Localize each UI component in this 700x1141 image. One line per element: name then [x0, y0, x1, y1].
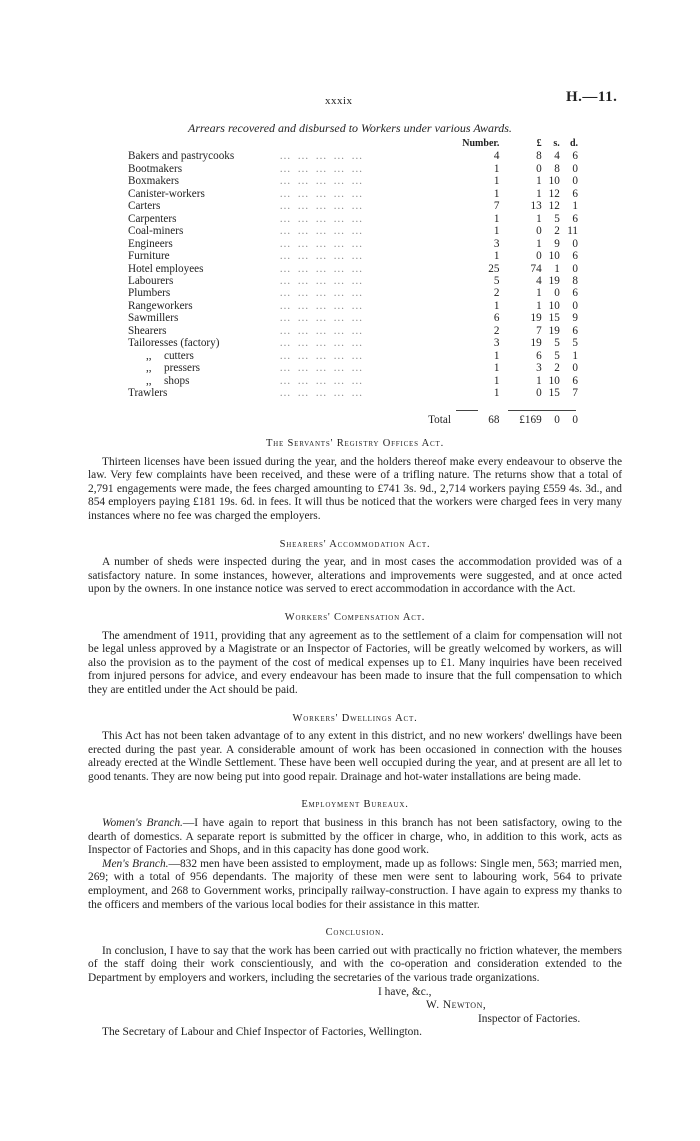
row-pounds: 7	[536, 324, 542, 337]
column-header-shillings: s.	[553, 138, 560, 149]
section-shearers-accommodation	[88, 538, 622, 597]
row-pence: 0	[572, 237, 578, 250]
report-body	[88, 437, 622, 1040]
row-label: Plumbers	[128, 287, 171, 300]
total-number: 68	[488, 414, 500, 427]
row-pounds: 8	[536, 150, 542, 163]
row-number: 1	[493, 299, 500, 312]
leader-dots: … … … … …	[279, 312, 365, 325]
row-number: 1	[493, 175, 500, 188]
row-shillings: 0	[554, 287, 560, 300]
row-number: 4	[493, 150, 500, 163]
row-shillings: 2	[554, 362, 560, 375]
row-label: Carpenters	[128, 212, 177, 225]
row-shillings: 15	[548, 387, 560, 400]
total-pounds: £169	[519, 414, 542, 427]
row-pounds: 13	[530, 200, 542, 213]
womens-branch-lead: Women's Branch.	[102, 817, 183, 830]
row-shillings: 10	[548, 250, 560, 263]
table-row	[128, 287, 578, 299]
row-label: Boxmakers	[128, 175, 179, 188]
row-pounds: 1	[536, 374, 542, 387]
leader-dots: … … … … …	[279, 299, 365, 312]
row-pounds: 1	[536, 187, 542, 200]
row-pence: 6	[572, 187, 578, 200]
column-header-number: Number.	[462, 138, 500, 149]
section-paragraph: In conclusion, I have to say that the work has been carried out with practically no friction whatever, the members of the staff doing their work conscientiously, and with the co-operation and consideration extended to the Department by employers and workers, including the secretaries of the various trade organizations.	[88, 944, 622, 984]
section-heading: Conclusion.	[325, 927, 385, 939]
table-row	[128, 213, 578, 225]
leader-dots: … … … … …	[279, 349, 365, 362]
table-row	[128, 263, 578, 275]
row-pounds: 74	[530, 262, 542, 275]
row-label: Carters	[128, 200, 161, 213]
leader-dots: … … … … …	[279, 274, 365, 287]
leader-dots: … … … … …	[279, 187, 365, 200]
addressee: The Secretary of Labour and Chief Inspector of Factories, Wellington.	[102, 1026, 422, 1039]
row-pounds: 0	[536, 225, 542, 238]
table-total-row	[128, 400, 578, 428]
row-number: 1	[493, 362, 500, 375]
row-number: 1	[493, 212, 500, 225]
signature-title: Inspector of Factories.	[478, 1012, 581, 1025]
row-shillings: 10	[548, 374, 560, 387]
row-number: 1	[493, 387, 500, 400]
arrears-table	[128, 138, 578, 428]
row-name: shops	[164, 374, 190, 387]
row-shillings: 1	[554, 262, 560, 275]
page-number: xxxix	[325, 95, 353, 107]
section-heading: Workers' Compensation Act.	[284, 611, 426, 623]
table-row	[128, 225, 578, 237]
row-label: Labourers	[128, 274, 174, 287]
row-shillings: 5	[554, 337, 560, 350]
row-name: cutters	[164, 349, 194, 362]
table-body	[128, 150, 578, 399]
row-shillings: 9	[554, 237, 560, 250]
leader-dots: … … … … …	[279, 324, 365, 337]
leader-dots: … … … … …	[279, 262, 365, 275]
leader-dots: … … … … …	[279, 287, 365, 300]
table-row	[128, 175, 578, 187]
table-row	[128, 188, 578, 200]
mens-branch-text: —832 men have been assisted to employment, made up as follows: Single men, 563; married men, 269; with a total of 956 dependants. The majority of these men were sent to labouring work, 564 to private employment, and 268 to Government works, principally railway-construction. I have again to express my thanks to the officers and members of the various local bodies for their assistance in this matter.	[88, 857, 622, 911]
section-employment-bureaux	[88, 798, 622, 912]
leader-dots: … … … … …	[279, 374, 365, 387]
row-shillings: 2	[554, 225, 560, 238]
section-paragraph: This Act has not been taken advantage of to any extent in this district, and no new workers' dwellings have been erected during the past year. A considerable amount of work has been occasioned in connection with the houses already erected at the Windle Settlement. These have been well occupied during the year, and at present are all let to good tenants. They are now being put into good repair. Drainage and hot-water installations are being made.	[88, 730, 622, 783]
row-pounds: 3	[536, 362, 542, 375]
row-pounds: 1	[536, 287, 542, 300]
row-label: Tailoresses (factory)	[128, 337, 220, 350]
section-paragraph: The amendment of 1911, providing that any agreement as to the settlement of a claim for compensation will not be legal unless approved by a Magistrate or an Inspector of Factories, will be greatly welcomed by workers, as will also the provision as to the payment of the cost of medical expenses up to £1. Many inquiries have been received from injured persons for advice, and every endeavour has been made to insure that the full compensation to which they are entitled under the Act should be paid.	[88, 629, 622, 696]
total-pence: 0	[572, 414, 578, 427]
row-number: 25	[488, 262, 500, 275]
column-header-pence: d.	[569, 138, 578, 149]
section-workers-dwellings	[88, 712, 622, 785]
leader-dots: … … … … …	[279, 175, 365, 188]
table-row	[128, 350, 578, 362]
row-pounds: 19	[530, 312, 542, 325]
row-shillings: 15	[548, 312, 560, 325]
leader-dots: … … … … …	[279, 250, 365, 263]
row-pence: 6	[572, 212, 578, 225]
section-conclusion	[88, 926, 622, 1040]
ditto-mark: ,,	[146, 349, 152, 362]
row-shillings: 12	[548, 200, 560, 213]
row-shillings: 5	[554, 349, 560, 362]
row-pence: 6	[572, 324, 578, 337]
table-row	[128, 163, 578, 175]
row-pounds: 1	[536, 212, 542, 225]
row-pounds: 1	[536, 299, 542, 312]
section-heading: Workers' Dwellings Act.	[292, 712, 418, 724]
row-pence: 0	[572, 299, 578, 312]
table-row	[128, 387, 578, 399]
row-number: 2	[493, 324, 500, 337]
row-label: Engineers	[128, 237, 173, 250]
row-shillings: 19	[548, 274, 560, 287]
section-workers-compensation	[88, 611, 622, 698]
row-pence: 1	[572, 349, 578, 362]
row-pounds: 0	[536, 250, 542, 263]
section-heading: Shearers' Accommodation Act.	[279, 538, 431, 550]
row-number: 2	[493, 287, 500, 300]
row-shillings: 10	[548, 299, 560, 312]
table-header-row	[128, 138, 578, 150]
signature-name: W. Newton,	[426, 999, 487, 1012]
row-number: 1	[493, 187, 500, 200]
table-row	[128, 325, 578, 337]
row-number: 6	[493, 312, 500, 325]
leader-dots: … … … … …	[279, 150, 365, 163]
leader-dots: … … … … …	[279, 212, 365, 225]
row-pounds: 1	[536, 175, 542, 188]
leader-dots: … … … … …	[279, 200, 365, 213]
row-pence: 0	[572, 362, 578, 375]
ditto-mark: ,,	[146, 362, 152, 375]
total-shillings: 0	[554, 414, 560, 427]
row-pence: 0	[572, 262, 578, 275]
row-label: Bootmakers	[128, 162, 183, 175]
row-name: pressers	[164, 362, 201, 375]
section-paragraph: A number of sheds were inspected during the year, and in most cases the accommodation provided was of a satisfactory nature. In some instances, however, alterations and improvements were suggested, and at once acted upon by the owners. In one instance notice was served to erect accommodation in accordance with the Act.	[88, 556, 622, 596]
row-label: Shearers	[128, 324, 167, 337]
table-row	[128, 200, 578, 212]
row-pence: 6	[572, 287, 578, 300]
table-row	[128, 375, 578, 387]
row-pounds: 19	[530, 337, 542, 350]
table-row	[128, 275, 578, 287]
table-row	[128, 250, 578, 262]
mens-branch-lead: Men's Branch.	[102, 857, 169, 870]
section-registry-offices	[88, 437, 622, 524]
table-row	[128, 337, 578, 349]
row-label: Coal-miners	[128, 225, 184, 238]
row-pence: 11	[567, 225, 578, 238]
row-label: Rangeworkers	[128, 299, 193, 312]
row-label	[128, 375, 279, 387]
row-pence: 0	[572, 175, 578, 188]
row-pounds: 1	[536, 237, 542, 250]
row-label	[128, 350, 279, 362]
leader-dots: … … … … …	[279, 387, 365, 400]
table-row	[128, 300, 578, 312]
row-pence: 1	[572, 200, 578, 213]
section-paragraph: Thirteen licenses have been issued during the year, and the holders thereof make every endeavour to observe the law. Very few complaints have been received, and these were of a trifling nature. The returns show that a total of 2,791 engagements were made, the fees charged amounting to £741 3s. 9d., 2,714 workers paying £559 4s. 3d., and 854 employers paying £181 19s. 6d. in fees. It will thus be noticed that the workers were charged fees in very many instances where no fee was charged the employers.	[88, 455, 622, 522]
row-label: Hotel employees	[128, 262, 204, 275]
leader-dots: … … … … …	[279, 162, 365, 175]
table-row	[128, 362, 578, 374]
column-header-pounds: £	[536, 138, 542, 149]
row-label: Sawmillers	[128, 312, 179, 325]
row-label: Canister-workers	[128, 187, 205, 200]
ditto-mark: ,,	[146, 374, 152, 387]
row-number: 3	[493, 337, 500, 350]
row-label: Trawlers	[128, 387, 168, 400]
table-row	[128, 312, 578, 324]
row-label: Bakers and pastrycooks	[128, 150, 235, 163]
document-code: H.—11.	[566, 89, 618, 105]
row-number: 3	[493, 237, 500, 250]
row-label: Furniture	[128, 250, 170, 263]
row-shillings: 4	[554, 150, 560, 163]
row-number: 1	[493, 349, 500, 362]
row-shillings: 5	[554, 212, 560, 225]
closing-line: I have, &c.,	[378, 985, 432, 998]
row-pence: 9	[572, 312, 578, 325]
row-label	[128, 362, 279, 374]
section-heading: The Servants' Registry Offices Act.	[265, 438, 445, 449]
row-shillings: 19	[548, 324, 560, 337]
row-pence: 6	[572, 250, 578, 263]
row-pence: 7	[572, 387, 578, 400]
row-pounds: 0	[536, 387, 542, 400]
sum-rule-amount	[508, 410, 576, 411]
row-pence: 5	[572, 337, 578, 350]
row-number: 1	[493, 225, 500, 238]
table-title: Arrears recovered and disbursed to Workers under various Awards.	[188, 121, 512, 135]
row-pounds: 0	[536, 162, 542, 175]
row-shillings: 8	[554, 162, 560, 175]
section-heading: Employment Bureaux.	[301, 799, 409, 811]
leader-dots: … … … … …	[279, 237, 365, 250]
row-pence: 6	[572, 150, 578, 163]
row-number: 1	[493, 374, 500, 387]
leader-dots: … … … … …	[279, 362, 365, 375]
row-shillings: 12	[548, 187, 560, 200]
row-pounds: 4	[536, 274, 542, 287]
leader-dots: … … … … …	[279, 225, 365, 238]
row-number: 5	[493, 274, 500, 287]
row-pence: 0	[572, 162, 578, 175]
row-number: 1	[493, 162, 500, 175]
row-shillings: 10	[548, 175, 560, 188]
total-label: Total	[428, 414, 451, 427]
mens-branch-paragraph	[88, 858, 622, 912]
womens-branch-text: —I have again to report that business in this branch has not been satisfactory, owing to the dearth of domestics. A separate report is submitted by the officer in charge, who, in addition to this work, acts as Inspector of Factories and Shops, and in this capacity has done good work.	[88, 817, 622, 857]
leader-dots: … … … … …	[279, 337, 365, 350]
sum-rule-number	[456, 410, 478, 411]
table-row	[128, 150, 578, 162]
row-number: 7	[493, 200, 500, 213]
table-row	[128, 238, 578, 250]
row-pounds: 6	[536, 349, 542, 362]
row-number: 1	[493, 250, 500, 263]
row-pence: 8	[572, 274, 578, 287]
womens-branch-paragraph	[88, 817, 622, 858]
row-pence: 6	[572, 374, 578, 387]
